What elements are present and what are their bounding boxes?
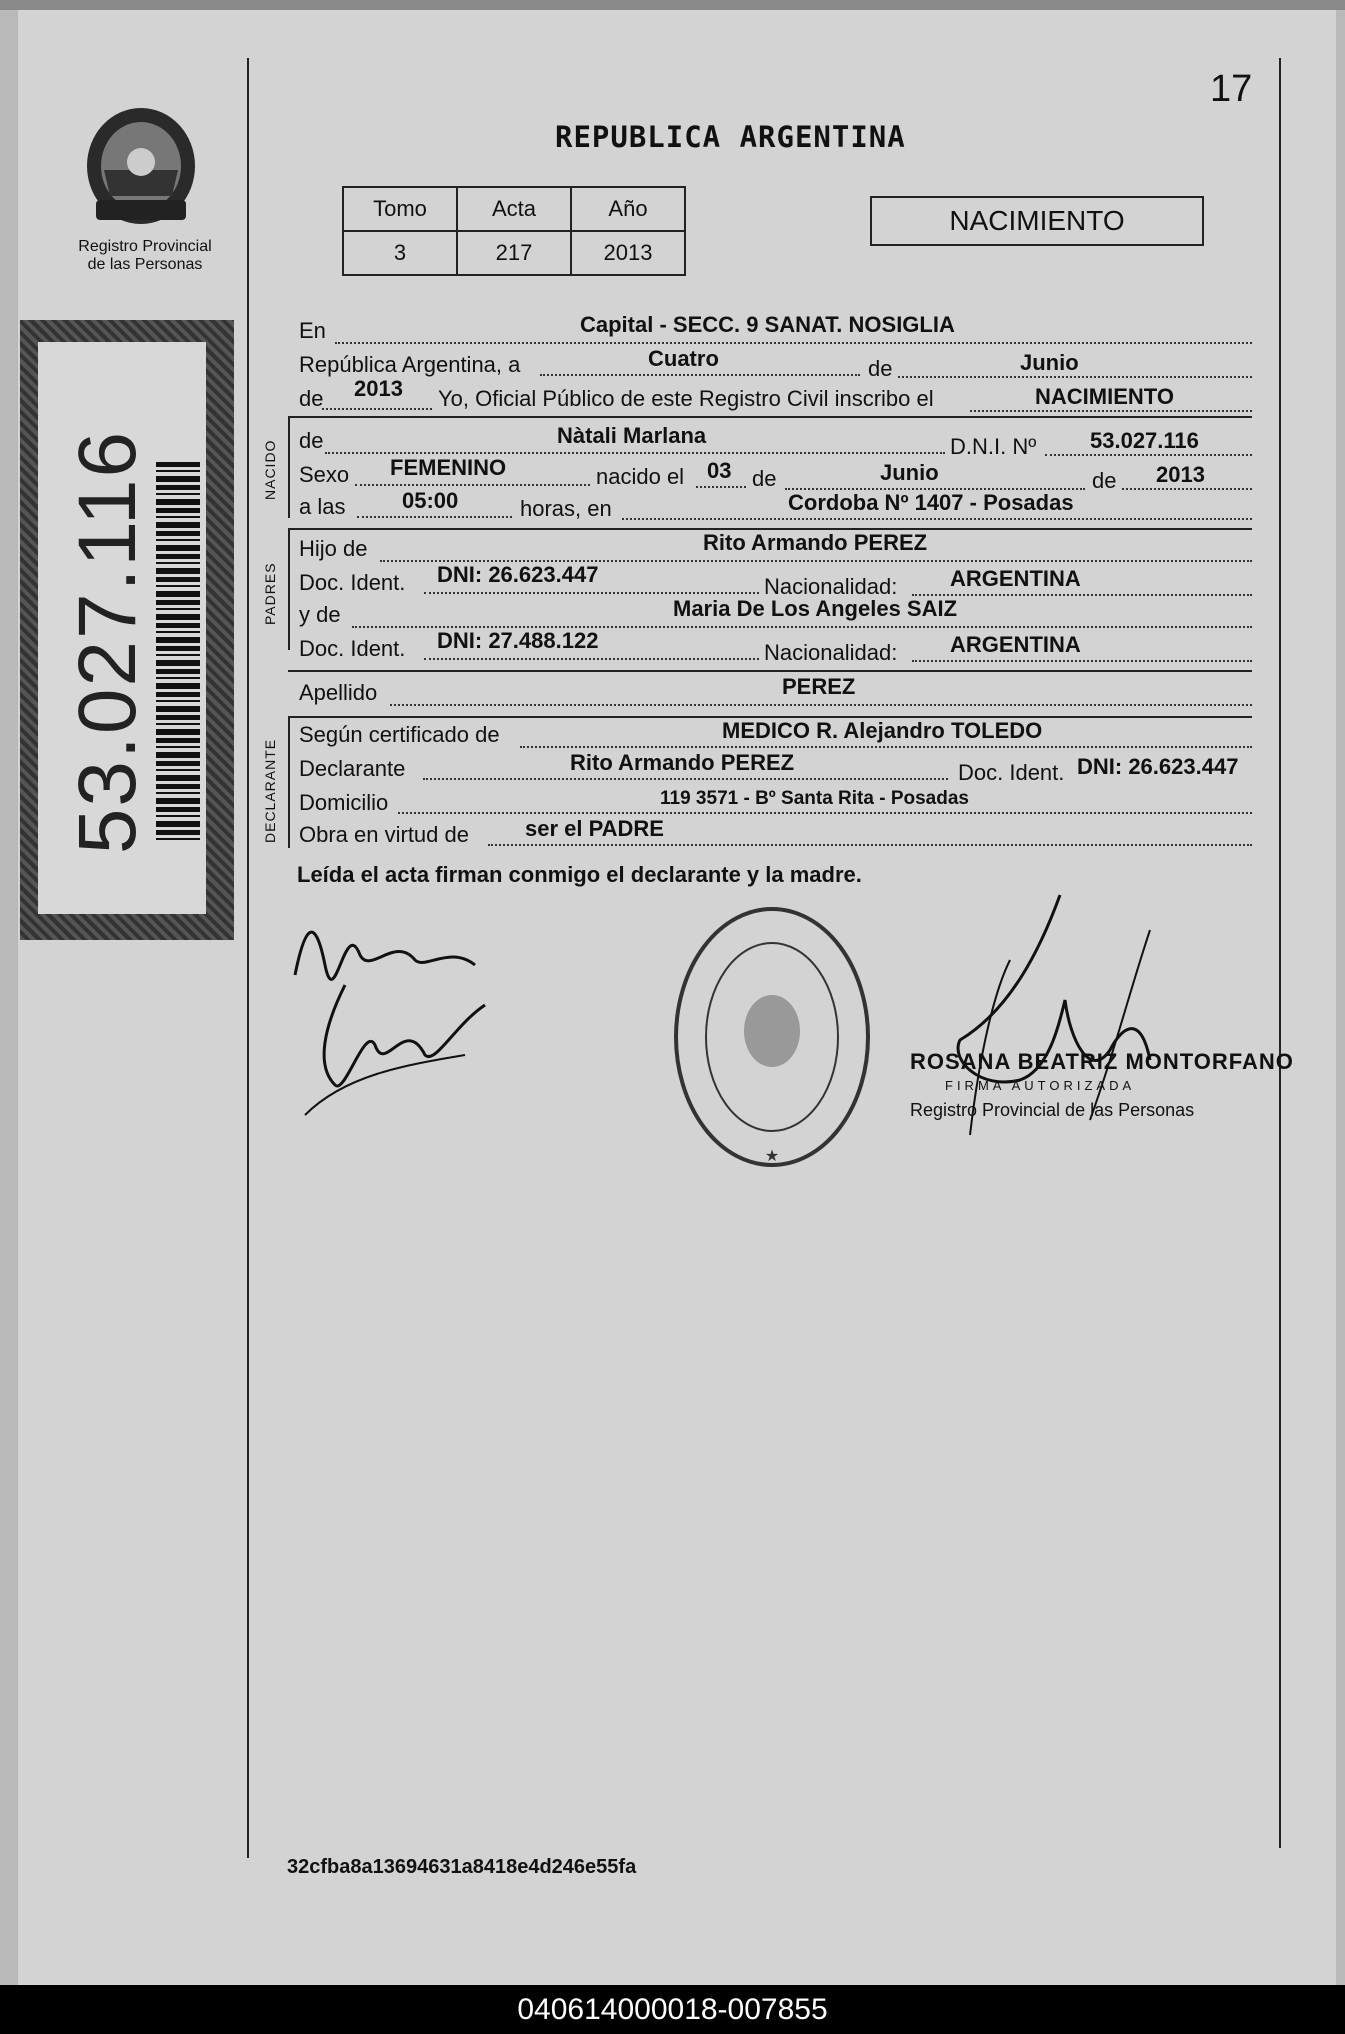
de2-label: de <box>299 386 324 411</box>
dotted-line <box>488 844 1252 846</box>
section-bracket <box>288 530 290 650</box>
birth-place-value: Cordoba Nº 1407 - Posadas <box>788 490 1074 515</box>
doc-ident-label: Doc. Ident. <box>299 570 406 595</box>
apellido-label: Apellido <box>299 680 378 705</box>
declarante-label: Declarante <box>299 756 406 781</box>
dotted-line <box>898 376 1252 378</box>
barcode-inner <box>38 342 206 914</box>
dotted-line <box>335 342 1252 344</box>
record-type-box: NACIMIENTO <box>870 196 1204 246</box>
y-de-label: y de <box>299 602 341 627</box>
registry-caption-line1: Registro Provincial <box>78 238 212 255</box>
dotted-line <box>423 778 948 780</box>
en-label: En <box>299 318 326 343</box>
section-divider <box>288 416 1252 418</box>
domicilio-value: 119 3571 - Bº Santa Rita - Posadas <box>660 788 969 809</box>
birth-year-value: 2013 <box>1156 462 1205 487</box>
de-label: de <box>752 466 777 491</box>
day-value: Cuatro <box>648 346 719 371</box>
dotted-line <box>357 516 512 518</box>
child-name-value: Nàtali Marlana <box>557 423 707 448</box>
acta-value: 217 <box>457 231 571 275</box>
obra-label: Obra en virtud de <box>299 822 469 847</box>
de-label: de <box>868 356 893 381</box>
dotted-line <box>1045 454 1252 456</box>
sexo-label: Sexo <box>299 462 350 487</box>
official-name-stamp <box>910 1050 1294 1122</box>
obra-value: ser el PADRE <box>525 816 664 841</box>
sexo-value: FEMENINO <box>390 455 507 480</box>
dotted-line <box>390 704 1252 706</box>
right-frame-line <box>1279 58 1281 1848</box>
document-title: REPUBLICA ARGENTINA <box>555 120 906 154</box>
certificado-value: MEDICO R. Alejandro TOLEDO <box>722 718 1043 743</box>
section-bracket <box>288 418 290 518</box>
record-table <box>342 186 686 276</box>
section-divider <box>288 670 1252 672</box>
father-doc-value: DNI: 26.623.447 <box>437 562 599 587</box>
declarante-value: Rito Armando PEREZ <box>570 750 795 775</box>
registry-caption <box>70 238 220 274</box>
official-role: FIRMA AUTORIZADA <box>945 1078 1136 1093</box>
dotted-line <box>398 812 1252 814</box>
padres-section-label: PADRES <box>262 562 278 625</box>
birth-month-value: Junio <box>880 460 939 485</box>
dotted-line <box>355 484 590 486</box>
doc-ident-label: Doc. Ident. <box>299 636 406 661</box>
province-seal-logo <box>82 100 200 230</box>
declarant-signature <box>285 905 505 1125</box>
acto-value: NACIMIENTO <box>1035 384 1174 409</box>
anio-value: 2013 <box>571 231 685 275</box>
birth-day-value: 03 <box>707 458 732 483</box>
dotted-line <box>622 518 1252 520</box>
footer-code-bar: 040614000018-007855 <box>0 1985 1345 2034</box>
dotted-line <box>912 594 1252 596</box>
republica-label: República Argentina, a <box>299 352 521 377</box>
official-name: ROSANA BEATRIZ MONTORFANO <box>910 1049 1294 1074</box>
dotted-line <box>424 658 759 660</box>
de-label: de <box>1092 468 1117 493</box>
acta-header: Acta <box>457 187 571 231</box>
apellido-value: PEREZ <box>782 674 856 699</box>
domicilio-label: Domicilio <box>299 790 389 815</box>
nacido-el-label: nacido el <box>596 464 685 489</box>
nacido-de-label: de <box>299 428 324 453</box>
horas-label: horas, en <box>520 496 612 521</box>
oficial-text: Yo, Oficial Público de este Registro Civil inscribo el <box>438 386 934 411</box>
official-office: Registro Provincial de las Personas <box>910 1100 1195 1120</box>
month-value: Junio <box>1020 350 1079 375</box>
declarante-section-label: DECLARANTE <box>262 738 278 843</box>
dotted-line <box>540 374 860 376</box>
doc-ident-label: Doc. Ident. <box>958 760 1065 785</box>
anio-header: Año <box>571 187 685 231</box>
barcode <box>156 462 200 842</box>
declarante-doc-value: DNI: 26.623.447 <box>1077 754 1239 779</box>
birth-time-value: 05:00 <box>402 488 459 513</box>
dotted-line <box>696 486 746 488</box>
tomo-value: 3 <box>343 231 457 275</box>
dni-barcode-panel <box>20 320 234 940</box>
child-dni-value: 53.027.116 <box>1090 428 1199 453</box>
dotted-line <box>424 592 759 594</box>
left-frame-line <box>247 58 249 1858</box>
dotted-line <box>325 452 945 454</box>
mother-doc-value: DNI: 27.488.122 <box>437 628 599 653</box>
father-nationality-value: ARGENTINA <box>950 566 1081 591</box>
dotted-line <box>912 660 1252 662</box>
registry-caption-line2: de las Personas <box>87 256 203 273</box>
tomo-header: Tomo <box>343 187 457 231</box>
dni-side-number: 53.027.116 <box>62 429 153 855</box>
dni-label: D.N.I. Nº <box>950 434 1037 459</box>
dotted-line <box>322 408 432 410</box>
closing-statement: Leída el acta firman conmigo el declarante y la madre. <box>297 862 862 887</box>
page-number: 17 <box>1210 68 1253 110</box>
year-value: 2013 <box>354 376 403 401</box>
mother-nationality-value: ARGENTINA <box>950 632 1081 657</box>
dotted-line <box>520 746 1252 748</box>
official-round-stamp <box>672 903 872 1171</box>
svg-text:★: ★ <box>764 1146 780 1165</box>
hijo-label: Hijo de <box>299 536 368 561</box>
en-value: Capital - SECC. 9 SANAT. NOSIGLIA <box>580 312 955 337</box>
mother-name-value: Maria De Los Angeles SAIZ <box>673 596 958 621</box>
certificado-label: Según certificado de <box>299 722 500 747</box>
dotted-line <box>970 410 1252 412</box>
scan-top-edge <box>0 0 1345 10</box>
dotted-line <box>1122 488 1252 490</box>
document-hash: 32cfba8a13694631a8418e4d246e55fa <box>287 1856 637 1878</box>
section-bracket <box>288 718 290 848</box>
nacido-section-label: NACIDO <box>262 439 278 500</box>
nacionalidad-label: Nacionalidad: <box>764 574 898 599</box>
father-name-value: Rito Armando PEREZ <box>703 530 928 555</box>
nacionalidad-label: Nacionalidad: <box>764 640 898 665</box>
alas-label: a las <box>299 494 346 519</box>
